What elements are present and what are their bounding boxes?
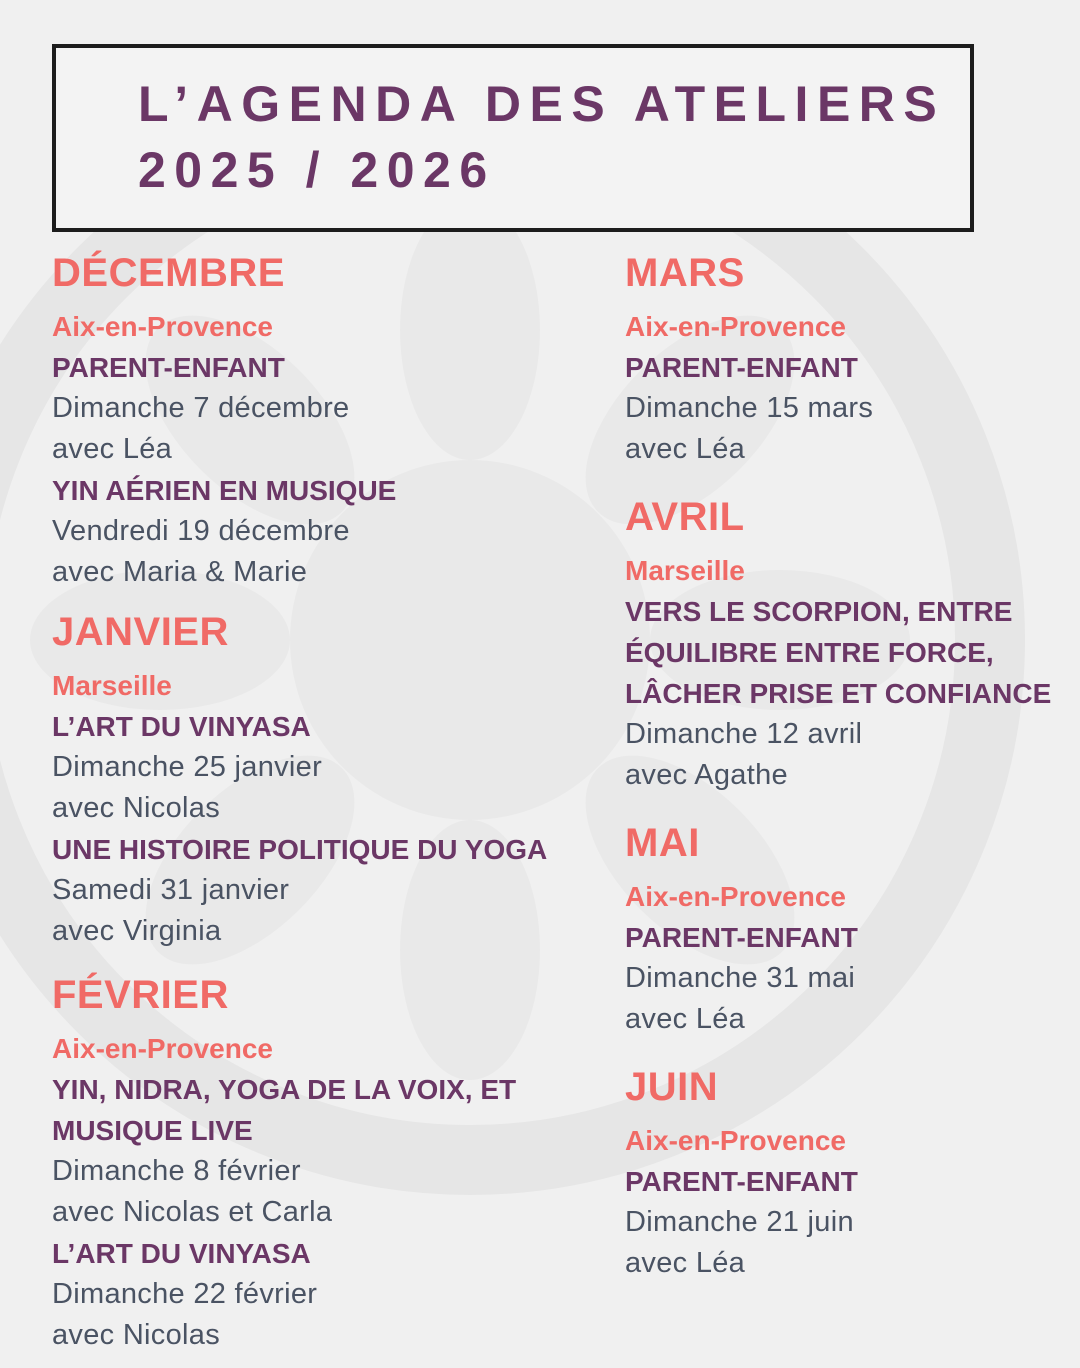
event-item [625, 917, 1075, 1040]
event-title: VERS LE SCORPION, ENTRE [625, 596, 1013, 627]
city-label: Marseille [625, 555, 745, 586]
event-host: avec Léa [625, 1003, 746, 1035]
event-date: Dimanche 22 février [52, 1278, 318, 1310]
event-item [625, 347, 1075, 470]
event-item [625, 591, 1075, 796]
event-date: Dimanche 25 janvier [52, 751, 323, 783]
event-host: avec Nicolas [52, 1319, 220, 1351]
month-heading: JANVIER [52, 610, 229, 654]
event-date: Dimanche 15 mars [625, 392, 874, 424]
event-date: Vendredi 19 décembre [52, 515, 350, 547]
month-heading: MAI [625, 821, 700, 865]
month-block-mars [625, 246, 1075, 470]
event-host: avec Agathe [625, 759, 788, 791]
event-title: UNE HISTOIRE POLITIQUE DU YOGA [52, 834, 548, 865]
month-heading: DÉCEMBRE [52, 251, 285, 295]
month-block-decembre [52, 246, 612, 593]
event-title: PARENT-ENFANT [52, 352, 285, 383]
title-box [52, 44, 974, 232]
month-block-avril [625, 490, 1075, 796]
event-item [52, 1233, 612, 1356]
city-label: Marseille [52, 670, 172, 701]
left-column [52, 246, 612, 1368]
event-title-continued: MUSIQUE LIVE [52, 1115, 253, 1146]
event-host: avec Nicolas [52, 792, 220, 824]
event-host: avec Léa [52, 433, 173, 465]
right-column [625, 246, 1075, 1304]
city-label: Aix-en-Provence [625, 881, 846, 912]
event-title-continued: ÉQUILIBRE ENTRE FORCE, [625, 637, 994, 668]
city-label: Aix-en-Provence [52, 1033, 273, 1064]
event-title: PARENT-ENFANT [625, 922, 858, 953]
event-item [625, 1161, 1075, 1284]
event-host: avec Maria & Marie [52, 556, 308, 588]
month-block-janvier [52, 605, 612, 952]
event-title: PARENT-ENFANT [625, 352, 858, 383]
event-title: L’ART DU VINYASA [52, 1238, 311, 1269]
event-item [52, 829, 612, 952]
event-item [52, 470, 612, 593]
month-heading: FÉVRIER [52, 973, 229, 1017]
event-host: avec Nicolas et Carla [52, 1196, 333, 1228]
event-date: Dimanche 31 mai [625, 962, 856, 994]
event-item [52, 1069, 612, 1233]
month-block-juin [625, 1060, 1075, 1284]
event-title: YIN AÉRIEN EN MUSIQUE [52, 475, 397, 506]
event-title: YIN, NIDRA, YOGA DE LA VOIX, ET [52, 1074, 517, 1105]
month-heading: MARS [625, 251, 745, 295]
event-item [52, 706, 612, 829]
month-block-mai [625, 816, 1075, 1040]
event-host: avec Léa [625, 433, 746, 465]
city-label: Aix-en-Provence [625, 311, 846, 342]
month-heading: AVRIL [625, 495, 745, 539]
event-date: Dimanche 12 avril [625, 718, 863, 750]
event-date: Dimanche 7 décembre [52, 392, 350, 424]
event-title-continued: LÂCHER PRISE ET CONFIANCE [625, 678, 1052, 709]
month-heading: JUIN [625, 1065, 719, 1109]
city-label: Aix-en-Provence [52, 311, 273, 342]
event-date: Samedi 31 janvier [52, 874, 290, 906]
city-label: Aix-en-Provence [625, 1125, 846, 1156]
event-title: L’ART DU VINYASA [52, 711, 311, 742]
event-date: Dimanche 21 juin [625, 1206, 854, 1238]
event-host: avec Léa [625, 1247, 746, 1279]
page-title-line-1: L’AGENDA DES ATELIERS [138, 76, 946, 132]
event-date: Dimanche 8 février [52, 1155, 301, 1187]
event-host: avec Virginia [52, 915, 222, 947]
event-title: PARENT-ENFANT [625, 1166, 858, 1197]
event-item [52, 347, 612, 470]
page-title-line-2: 2025 / 2026 [138, 142, 496, 198]
month-block-fevrier [52, 968, 612, 1356]
